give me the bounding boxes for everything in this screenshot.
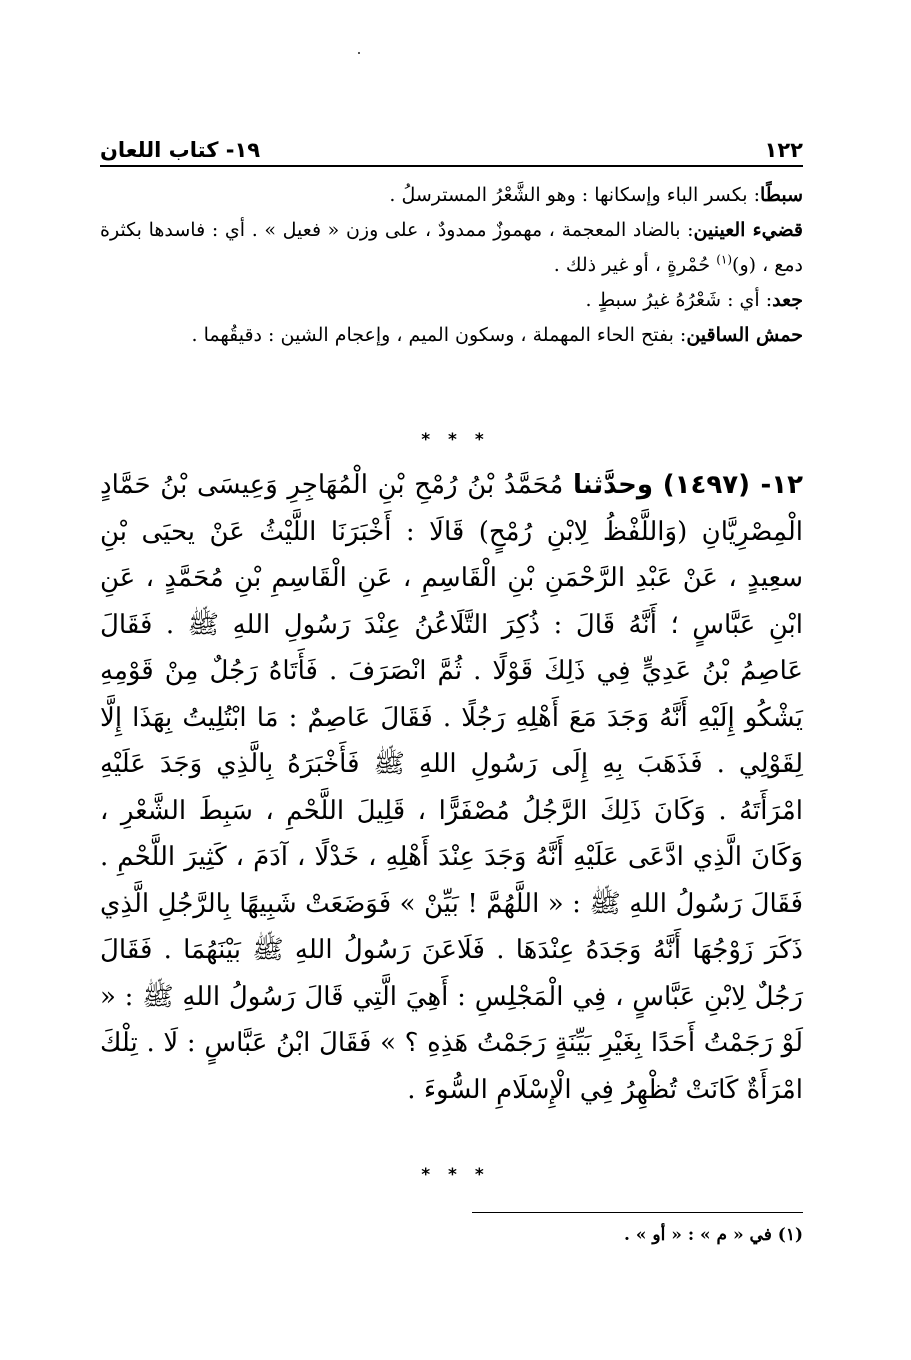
- note-item: [100, 283, 803, 318]
- note-term: جعد: [772, 289, 803, 311]
- hadith-paragraph: [100, 462, 803, 1113]
- note-term: قضيء العينين: [693, 219, 804, 241]
- note-item: [100, 318, 803, 353]
- note-text: : بفتح الحاء المهملة ، وسكون الميم ، وإعجام الشين : دقيقُهما .: [191, 324, 687, 346]
- page-header: [100, 126, 803, 162]
- note-term: حمش الساقين: [686, 324, 803, 346]
- footnote: (١) في « م » : « أو » .: [624, 1225, 803, 1245]
- scan-speck: [358, 52, 360, 54]
- footnote-rule: [472, 1212, 803, 1213]
- hadith-intro: وحدَّثنا: [573, 470, 654, 500]
- hadith-text: مُحَمَّدُ بْنُ رُمْحِ بْنِ الْمُهَاجِرِ وَعِيسَى بْنُ حَمَّادٍ الْمِصْرِيَّانِ (وَاللَّفْظُ لِابْنِ رُمْحٍ) قَالَا : أَخْبَرَنَا اللَّيْثُ عَنْ يحيَى بْنِ سعِيدٍ ، عَنْ عَبْدِ الرَّحْمَنِ بْنِ الْقَاسِمِ ، عَنِ الْقَاسِمِ بْنِ مُحَمَّدٍ ، عَنِ ابْنِ عَبَّاسٍ ؛ أَنَّهُ قَالَ : ذُكِرَ التَّلَاعُنُ عِنْدَ رَسُولِ اللهِ ﷺ . فَقَالَ عَاصِمُ بْنُ عَدِيٍّ فِي ذَلِكَ قَوْلًا . ثُمَّ انْصَرَفَ . فَأَتَاهُ رَجُلٌ مِنْ قَوْمِهِ يَشْكُو إِلَيْهِ أَنَّهُ وَجَدَ مَعَ أَهْلِهِ رَجُلًا . فَقَالَ عَاصِمٌ : مَا ابْتُلِيتُ بِهَذَا إِلَّا لِقَوْلِي . فَذَهَبَ بِهِ إِلَى رَسُولِ اللهِ ﷺ فَأَخْبَرَهُ بِالَّذِي وَجَدَ عَلَيْهِ امْرَأَتَهُ . وَكَانَ ذَلِكَ الرَّجُلُ مُصْفَرًّا ، قَلِيلَ اللَّحْمِ ، سَبِطَ الشَّعْرِ ، وَكَانَ الَّذِي ادَّعَى عَلَيْهِ أَنَّهُ وَجَدَ عِنْدَ أَهْلِهِ ، خَدْلًا ، آدَمَ ، كَثِيرَ اللَّحْمِ . فَقَالَ رَسُولُ اللهِ ﷺ : « اللَّهُمَّ ! بَيِّنْ » فَوَضَعَتْ شَبِيهًا بِالرَّجُلِ الَّذِي ذَكَرَ زَوْجُهَا أَنَّهُ وَجَدَهُ عِنْدَهَا . فَلَاعَنَ رَسُولُ اللهِ ﷺ بَيْنَهُمَا . فَقَالَ رَجُلٌ لِابْنِ عَبَّاسٍ ، فِي الْمَجْلِسِ : أَهِيَ الَّتِي قَالَ رَسُولُ اللهِ ﷺ : « لَوْ رَجَمْتُ أَحَدًا بِغَيْرِ بَيِّنَةٍ رَجَمْتُ هَذِهِ ؟ » فَقَالَ ابْنُ عَبَّاسٍ : لَا . تِلْكَ امْرَأَةٌ كَانَتْ تُظْهِرُ فِي الْإِسْلَامِ السُّوءَ .: [100, 470, 803, 1105]
- hadith-block: [100, 462, 803, 1113]
- page-number: ١٢٢: [764, 138, 803, 162]
- section-separator: * * *: [421, 1165, 490, 1185]
- footnote-ref: (١): [716, 252, 733, 267]
- note-item: [100, 213, 803, 283]
- note-text: : أي : شَعْرُهُ غيرُ سبطٍ .: [585, 289, 773, 311]
- note-item: [100, 178, 803, 213]
- chapter-title: ١٩- كتاب اللعان: [100, 138, 261, 162]
- note-text: : بالضاد المعجمة ، مهموزٌ ممدودٌ ، على وزن « فعيل » . أي : فاسدها بكثرة دمع ، (و): [100, 219, 803, 276]
- glossary-notes: [100, 178, 803, 353]
- note-term: سبطًا: [759, 184, 803, 206]
- header-rule: [100, 165, 803, 167]
- note-text: : بكسر الباء وإسكانها : وهو الشَّعْرُ المسترسلُ .: [389, 184, 760, 206]
- section-separator: * * *: [421, 430, 490, 450]
- hadith-number: ١٢- (١٤٩٧): [662, 470, 803, 500]
- note-text: حُمْرةٍ ، أو غير ذلك .: [553, 254, 717, 276]
